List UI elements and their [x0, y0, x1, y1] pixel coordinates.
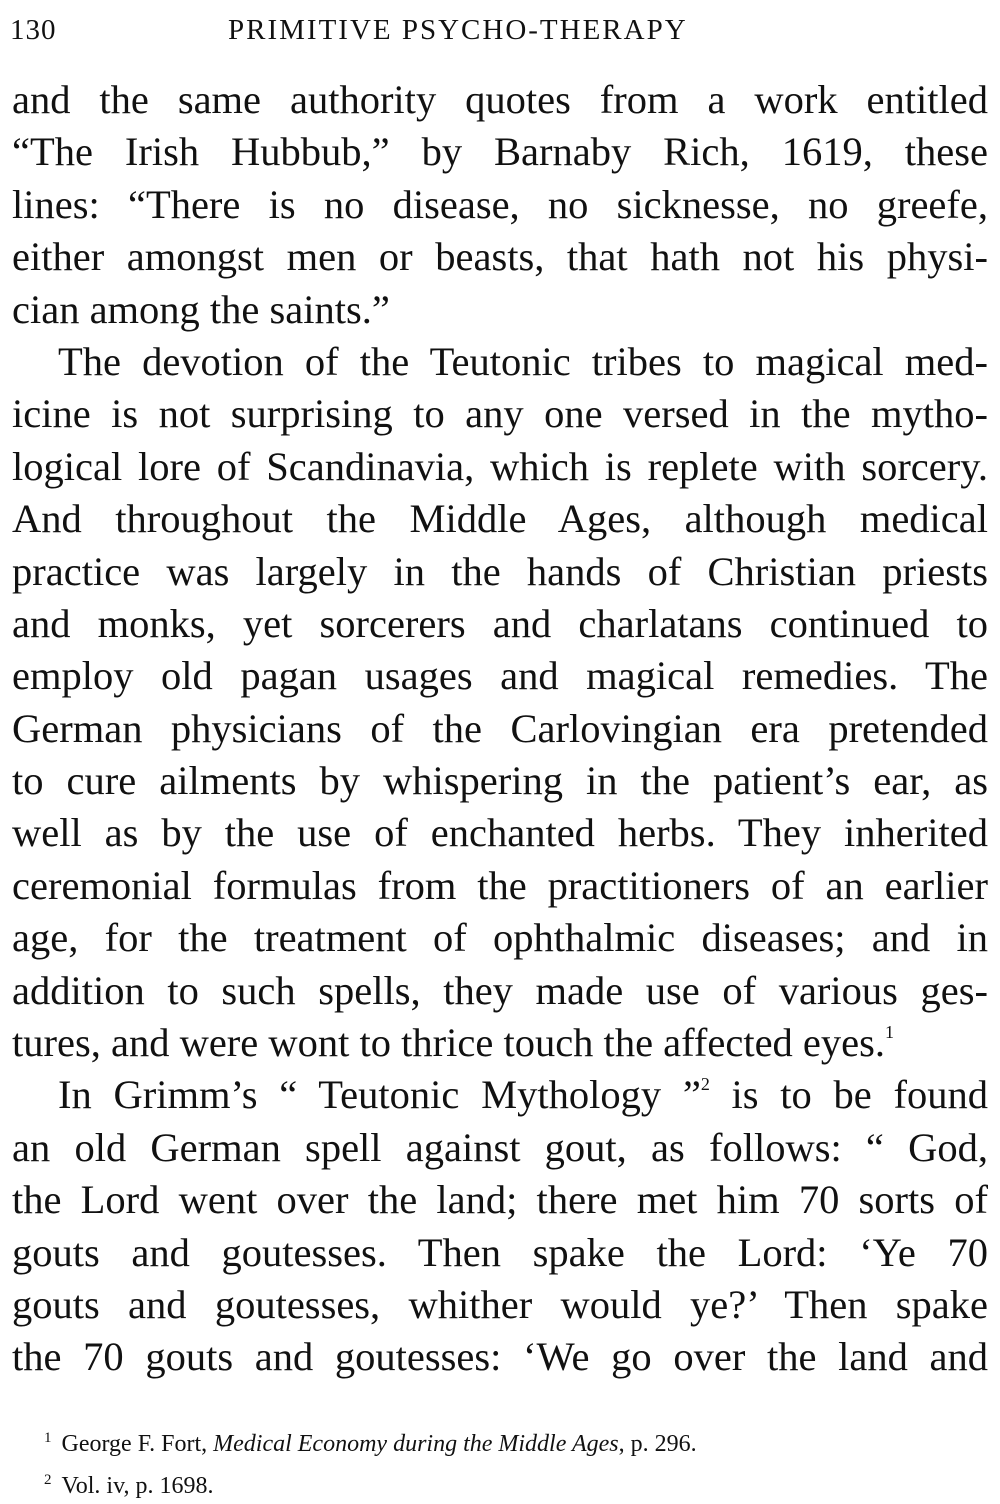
running-head: PRIMITIVE PSYCHO-THERAPY	[228, 14, 688, 46]
text-line: an old German spell against gout, as follows: “ God,	[12, 1124, 988, 1170]
footnote-pages: , p. 296.	[618, 1431, 697, 1457]
footnote-mark: 1	[44, 1430, 52, 1446]
text-line	[12, 1069, 988, 1121]
text-line-tail: is to be found	[709, 1072, 988, 1118]
footnote	[44, 1420, 984, 1462]
text-line: the Lord went over the land; there met him 70 sorts of	[12, 1177, 988, 1223]
text-line: ceremonial formulas from the practitioners of an earlier	[12, 862, 988, 908]
text-line: to cure ailments by whispering in the patient’s ear, as	[12, 758, 988, 804]
footnote	[44, 1462, 984, 1504]
page-number: 130	[10, 14, 57, 46]
body-text	[12, 74, 988, 1384]
footnotes	[44, 1420, 984, 1504]
text-line: and monks, yet sorcerers and charlatans continued to	[12, 600, 988, 646]
footnote-author: George F. Fort,	[61, 1431, 214, 1457]
text-line: cian among the saints.”	[12, 286, 390, 332]
text-line: gouts and goutesses. Then spake the Lord: ‘Ye 70	[12, 1229, 988, 1275]
footnote-ref: 1	[885, 1022, 895, 1043]
footnote-mark: 2	[44, 1472, 52, 1488]
footnote-ref: 2	[700, 1074, 710, 1095]
footnote-text: Vol. iv, p. 1698.	[61, 1473, 214, 1499]
text-line: addition to such spells, they made use of various ges-	[12, 967, 988, 1013]
footnote-title: Medical Economy during the Middle Ages	[213, 1431, 619, 1457]
text-line: gouts and goutesses, whither would ye?’ Then spake	[12, 1281, 988, 1327]
text-line: employ old pagan usages and magical remedies. The	[12, 653, 988, 699]
text-line: German physicians of the Carlovingian era pretended	[12, 705, 988, 751]
text-line: “The Irish Hubbub,” by Barnaby Rich, 1619, these	[12, 129, 988, 175]
page-header	[10, 14, 986, 54]
text-line: either amongst men or beasts, that hath not his physi-	[12, 234, 988, 280]
text-line-content: In Grimm’s “ Teutonic Mythology ”	[58, 1072, 701, 1118]
text-line-content: tures, and were wont to thrice touch the affected eyes.	[12, 1020, 886, 1066]
text-line: age, for the treatment of ophthalmic diseases; and in	[12, 915, 988, 961]
text-line: icine is not surprising to any one versed in the mytho-	[12, 391, 988, 437]
text-line: well as by the use of enchanted herbs. They inherited	[12, 810, 988, 856]
text-line: lines: “There is no disease, no sicknesse, no greefe,	[12, 181, 988, 227]
text-line: And throughout the Middle Ages, although medical	[12, 496, 988, 542]
text-line: The devotion of the Teutonic tribes to magical med-	[58, 338, 988, 384]
text-line	[12, 1017, 988, 1069]
text-line: the 70 gouts and goutesses: ‘We go over the land and	[12, 1334, 988, 1380]
text-line: and the same authority quotes from a work entitled	[12, 77, 988, 122]
text-line: practice was largely in the hands of Christian priests	[12, 548, 988, 594]
text-line: logical lore of Scandinavia, which is replete with sorcery.	[12, 443, 988, 489]
